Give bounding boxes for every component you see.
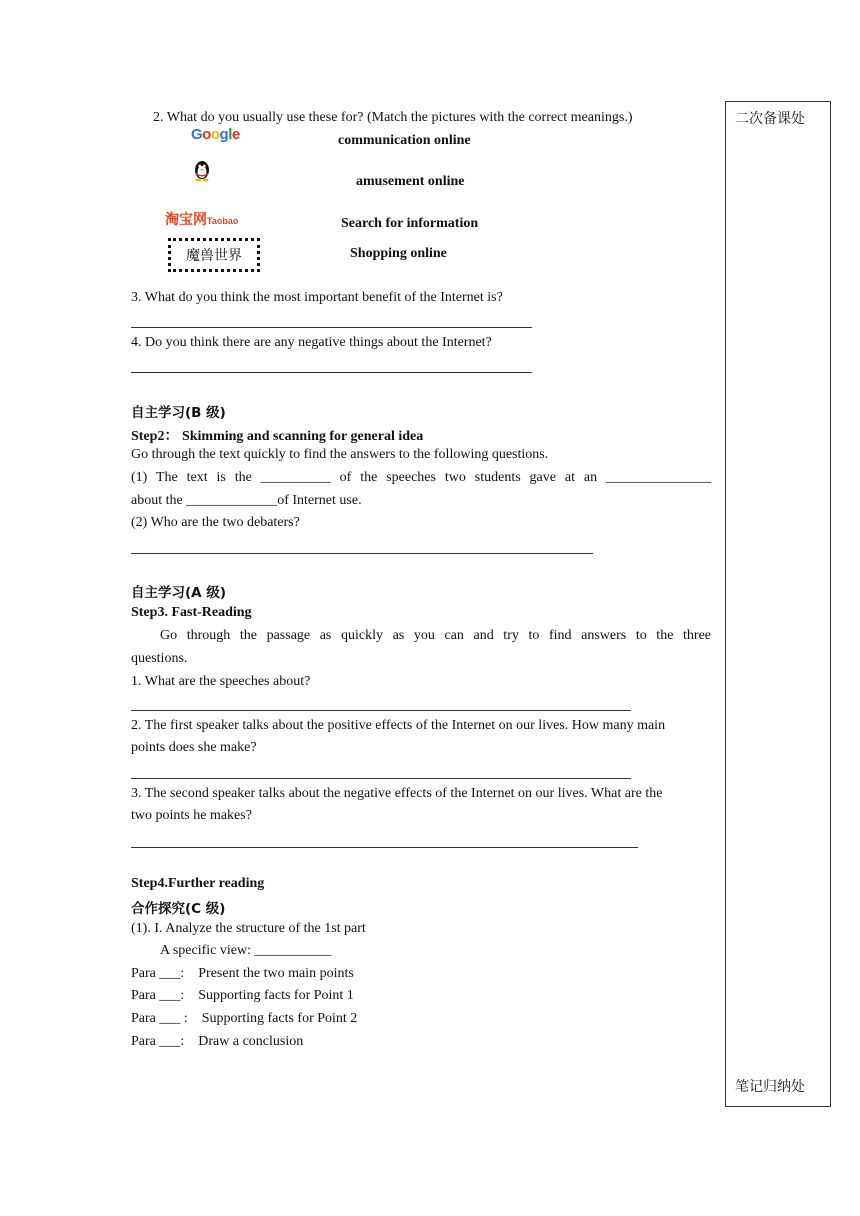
step2-title: Step2： Skimming and scanning for general idea [131,429,424,444]
google-logo: Google [191,126,240,143]
para-item: Para ___: Supporting facts for Point 1 [131,988,354,1003]
sidebar-bottom-label: 笔记归纳处 [735,1079,805,1095]
question-3: 3. What do you think the most important benefit of the Internet is? [131,290,503,305]
answer-line [131,778,631,779]
step3-instruction-line2: questions. [131,651,188,666]
step2-item1-line2: about the _____________of Internet use. [131,493,362,508]
warcraft-box: 魔兽世界 [168,238,260,272]
meaning-2: amusement online [356,174,465,189]
answer-line [131,710,631,711]
step3-question-1: 1. What are the speeches about? [131,674,311,689]
section-b-heading: 自主学习(B 级) [131,405,226,421]
specific-view: A specific view: ___________ [160,943,332,958]
answer-line [131,327,532,328]
step3-question-3-line2: two points he makes? [131,808,252,823]
step2-instruction: Go through the text quickly to find the answers to the following questions. [131,447,549,462]
para-item: Para ___: Present the two main points [131,966,354,981]
meaning-4: Shopping online [350,246,447,261]
step3-question-2-line1: 2. The first speaker talks about the positive effects of the Internet on our lives. How many main [131,718,666,733]
answer-line [131,553,593,554]
step3-title: Step3. Fast-Reading [131,605,252,620]
step3-question-3-line1: 3. The second speaker talks about the negative effects of the Internet on our lives. What are the [131,786,663,801]
step2-item2: (2) Who are the two debaters? [131,515,300,530]
answer-line [131,847,638,848]
notes-sidebar-box [725,101,831,1107]
question-2: 2. What do you usually use these for? (Match the pictures with the correct meanings.) [153,110,633,125]
question-4: 4. Do you think there are any negative things about the Internet? [131,335,492,350]
analyze-structure: (1). I. Analyze the structure of the 1st part [131,921,366,936]
step2-item1-line1: (1) The text is the __________ of the speeches two students gave at an _______________ [131,470,711,485]
para-item: Para ___: Draw a conclusion [131,1034,304,1049]
step3-question-2-line2: points does she make? [131,740,257,755]
step4-title: Step4.Further reading [131,876,265,891]
para-item: Para ___ : Supporting facts for Point 2 [131,1011,358,1026]
qq-penguin-icon [191,158,213,182]
sidebar-top-label: 二次备课处 [735,111,805,127]
meaning-3: Search for information [341,216,479,231]
step3-instruction-line1: Go through the passage as quickly as you can and try to find answers to the three [160,628,711,643]
answer-line [131,372,532,373]
section-c-heading: 合作探究(C 级) [131,901,226,917]
taobao-logo: 淘宝网Taobao [165,212,239,228]
section-a-heading: 自主学习(A 级) [131,585,226,601]
meaning-1: communication online [338,133,471,148]
